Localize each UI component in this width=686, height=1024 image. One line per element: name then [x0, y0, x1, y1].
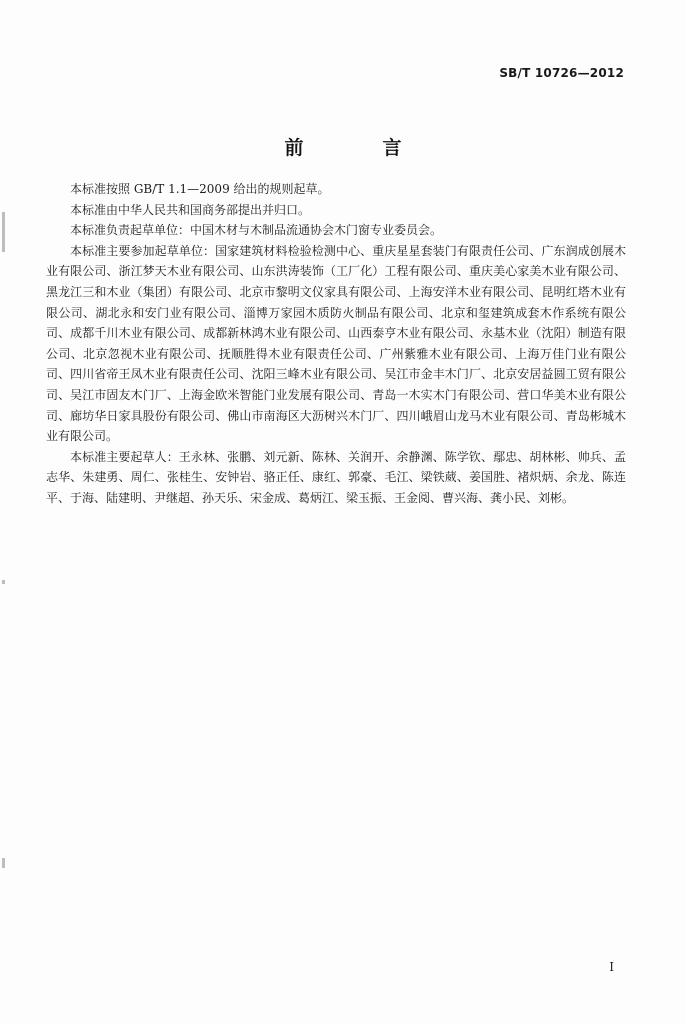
scan-edge-mark — [2, 580, 5, 584]
scan-edge-mark — [2, 212, 5, 252]
standard-code: SB/T 10726—2012 — [499, 66, 624, 80]
paragraph-participating-units: 本标准主要参加起草单位：国家建筑材料检验检测中心、重庆星星套装门有限责任公司、广东润成创展木业有限公司、浙江梦天木业有限公司、山东洪涛装饰（工厂化）工程有限公司、重庆美心家美木业有限公司、黑龙江三和木业（集团）有限公司、北京市黎明文仪家具有限公司、上海安洋木业有限公司、昆明红塔木业有限公司、湖北永和安门业有限公司、淄博万家园木质防火制品有限公司、北京和玺建筑成套木作系统有限公司、成都千川木业有限公司、成都新林鸿木业有限公司、山西泰亨木业有限公司、永基木业（沈阳）制造有限公司、北京忽视木业有限公司、抚顺胜得木业有限责任公司、广州紫雅木业有限公司、上海万佳门业有限公司、四川省帝王凤木业有限责任公司、沈阳三峰木业有限公司、吴江市金丰木门厂、北京安居益圆工贸有限公司、吴江市固友木门厂、上海金欧米智能门业发展有限公司、青岛一木实木门有限公司、营口华美木业有限公司、廊坊华日家具股份有限公司、佛山市南海区大沥树兴木门厂、四川峨眉山龙马木业有限公司、青岛彬城木业有限公司。 — [46, 243, 626, 444]
page-title: 前 言 — [284, 137, 432, 159]
scan-edge-mark — [2, 858, 5, 868]
paragraph-drafting-rules: 本标准按照 GB/T 1.1—2009 给出的规则起草。 — [70, 182, 330, 196]
paragraph-proposer: 本标准由中华人民共和国商务部提出并归口。 — [70, 202, 311, 217]
page-number: I — [609, 960, 614, 974]
paragraph-main-drafters: 本标准主要起草人：王永林、张鹏、刘元新、陈林、关润开、余静渊、陈学钦、鄢忠、胡林彬、帅兵、孟志华、朱建勇、周仁、张桂生、安钟岩、骆正任、康红、郭豪、毛江、梁铁葳、姜国胜、褚炽炳、余龙、陈连平、于海、陆建明、尹继超、孙天乐、宋金成、葛炳江、梁玉振、王金阅、曹兴海、龚小民、刘彬。 — [46, 449, 626, 505]
paragraph-responsible-unit: 本标准负责起草单位：中国木材与木制品流通协会木门窗专业委员会。 — [70, 223, 443, 238]
foreword-body — [46, 179, 626, 509]
